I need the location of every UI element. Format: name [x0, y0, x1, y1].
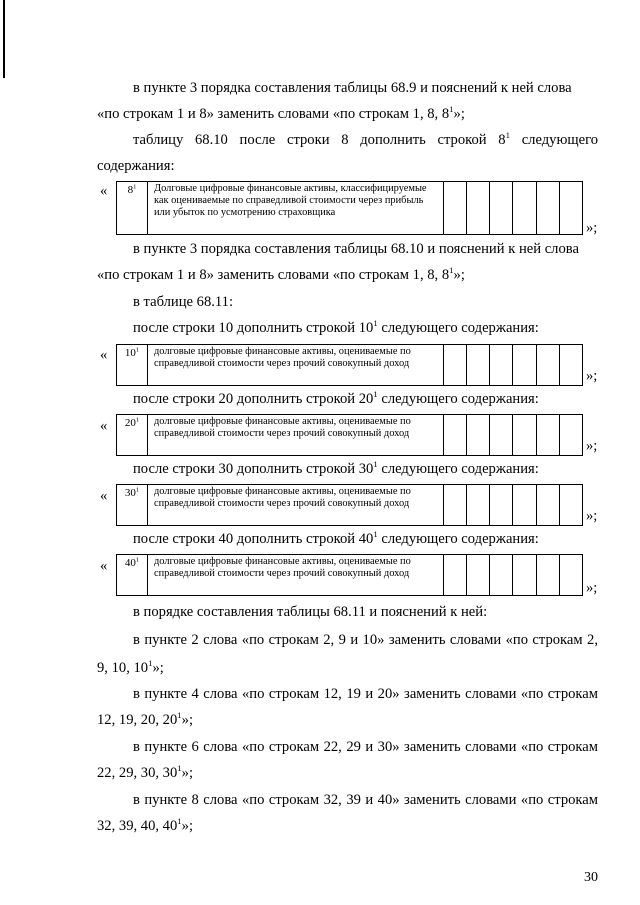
table-cell	[444, 555, 467, 596]
text: следующего содержания:	[377, 391, 539, 407]
open-quote: «	[100, 488, 108, 504]
table-row	[116, 484, 583, 526]
superscript: 1	[373, 459, 378, 470]
table-cell	[490, 485, 513, 526]
table-cell	[513, 345, 536, 386]
paragraph-line	[133, 390, 539, 408]
paragraph-line: в таблице 68.11:	[133, 294, 234, 310]
text: следующего	[509, 132, 599, 148]
table-cell	[444, 345, 467, 386]
text: »;	[181, 765, 193, 781]
row-description: долговые цифровые финансовые активы, оцениваемые по справедливой стоимости через прочий совокупный доход	[148, 345, 444, 386]
superscript: 1	[449, 265, 454, 276]
paragraph-line: в пункте 3 порядка составления таблицы 68.10 и пояснений к ней слова	[133, 241, 579, 257]
table-cell	[490, 555, 513, 596]
table-cell	[536, 555, 559, 596]
paragraph-line	[97, 266, 465, 284]
paragraph-line	[133, 131, 598, 149]
table-cell	[444, 182, 467, 235]
row-number: $8^1$	[117, 182, 148, 235]
paragraph-line: в порядке составления таблицы 68.11 и пояснений к ней:	[133, 604, 488, 620]
paragraph-line: содержания:	[97, 158, 175, 174]
text: «по строкам 1 и 8» заменить словами «по строкам 1, 8, 8	[97, 106, 450, 122]
paragraph-line	[97, 105, 465, 123]
table-row	[116, 414, 583, 456]
table-cell	[444, 415, 467, 456]
open-quote: «	[100, 183, 108, 199]
text: после строки 10 дополнить строкой 10	[133, 320, 374, 336]
paragraph-line: в пункте 6 слова «по строкам 22, 29 и 30» заменить словами «по строкам	[133, 739, 598, 755]
table-cell	[490, 345, 513, 386]
table-cell	[536, 415, 559, 456]
superscript: 1	[373, 389, 378, 400]
table-cell	[513, 182, 536, 235]
table-cell	[536, 182, 559, 235]
paragraph-line	[133, 319, 539, 337]
superscript: 1	[177, 816, 182, 827]
paragraph-line: в пункте 4 слова «по строкам 12, 19 и 20» заменить словами «по строкам	[133, 686, 598, 702]
row-description: Долговые цифровые финансовые активы, классифицируемые как оцениваемые по справедливой стоимости через прибыль или убыток по усмотрению страховщика	[148, 182, 444, 235]
superscript: 1	[177, 710, 182, 721]
row-number: $30^1$	[117, 485, 148, 526]
text: 9, 10, 10	[97, 660, 149, 676]
paragraph-line: в пункте 3 порядка составления таблицы 68.9 и пояснений к ней слова	[133, 80, 572, 96]
superscript: 1	[373, 318, 378, 329]
open-quote: «	[100, 418, 108, 434]
text: »;	[453, 267, 465, 283]
table-row	[116, 344, 583, 386]
paragraph-line	[97, 711, 193, 729]
paragraph-line	[97, 817, 193, 835]
table-cell	[490, 182, 513, 235]
table-cell	[444, 485, 467, 526]
row-description: долговые цифровые финансовые активы, оцениваемые по справедливой стоимости через прочий совокупный доход	[148, 555, 444, 596]
margin-bar	[3, 0, 5, 78]
paragraph-line	[133, 460, 539, 478]
superscript: 1	[449, 104, 454, 115]
text: следующего содержания:	[377, 531, 539, 547]
table-cell	[536, 485, 559, 526]
table-row	[116, 181, 583, 235]
table-cell	[513, 415, 536, 456]
paragraph-line: в пункте 8 слова «по строкам 32, 39 и 40» заменить словами «по строкам	[133, 792, 598, 808]
text: »;	[181, 712, 193, 728]
table-cell	[467, 555, 490, 596]
text: после строки 30 дополнить строкой 30	[133, 461, 374, 477]
paragraph-line	[97, 764, 193, 782]
row-number: $10^1$	[117, 345, 148, 386]
text: следующего содержания:	[377, 461, 539, 477]
superscript: 1	[505, 130, 510, 141]
text: после строки 20 дополнить строкой 20	[133, 391, 374, 407]
text: «по строкам 1 и 8» заменить словами «по строкам 1, 8, 8	[97, 267, 450, 283]
paragraph-line: в пункте 2 слова «по строкам 2, 9 и 10» заменить словами «по строкам 2,	[133, 632, 598, 648]
close-quote: »;	[586, 508, 598, 524]
close-quote: »;	[586, 220, 598, 236]
text: после строки 40 дополнить строкой 40	[133, 531, 374, 547]
text: »;	[453, 106, 465, 122]
row-number: $40^1$	[117, 555, 148, 596]
close-quote: »;	[586, 368, 598, 384]
superscript: 1	[177, 763, 182, 774]
table-cell	[513, 485, 536, 526]
table-cell	[490, 415, 513, 456]
table-cell	[559, 485, 582, 526]
row-description: долговые цифровые финансовые активы, оцениваемые по справедливой стоимости через прочий совокупный доход	[148, 485, 444, 526]
text: следующего содержания:	[377, 320, 539, 336]
superscript: 1	[148, 658, 153, 669]
close-quote: »;	[586, 580, 598, 596]
superscript: 1	[373, 529, 378, 540]
text: 12, 19, 20, 20	[97, 712, 178, 728]
table-cell	[467, 345, 490, 386]
page-number: 30	[584, 870, 598, 885]
open-quote: «	[100, 347, 108, 363]
text: таблицу 68.10 после строки 8 дополнить строкой 8	[133, 132, 506, 148]
open-quote: «	[100, 558, 108, 574]
paragraph-line	[97, 659, 164, 677]
text: 22, 29, 30, 30	[97, 765, 178, 781]
table-cell	[559, 182, 582, 235]
table-cell	[559, 555, 582, 596]
table-cell	[467, 485, 490, 526]
text: »;	[181, 818, 193, 834]
table-cell	[559, 415, 582, 456]
table-cell	[536, 345, 559, 386]
row-number: $20^1$	[117, 415, 148, 456]
text: 32, 39, 40, 40	[97, 818, 178, 834]
table-cell	[513, 555, 536, 596]
table-row	[116, 554, 583, 596]
close-quote: »;	[586, 438, 598, 454]
table-cell	[559, 345, 582, 386]
paragraph-line	[133, 530, 539, 548]
table-cell	[467, 182, 490, 235]
table-cell	[467, 415, 490, 456]
text: »;	[152, 660, 164, 676]
row-description: долговые цифровые финансовые активы, оцениваемые по справедливой стоимости через прочий совокупный доход	[148, 415, 444, 456]
